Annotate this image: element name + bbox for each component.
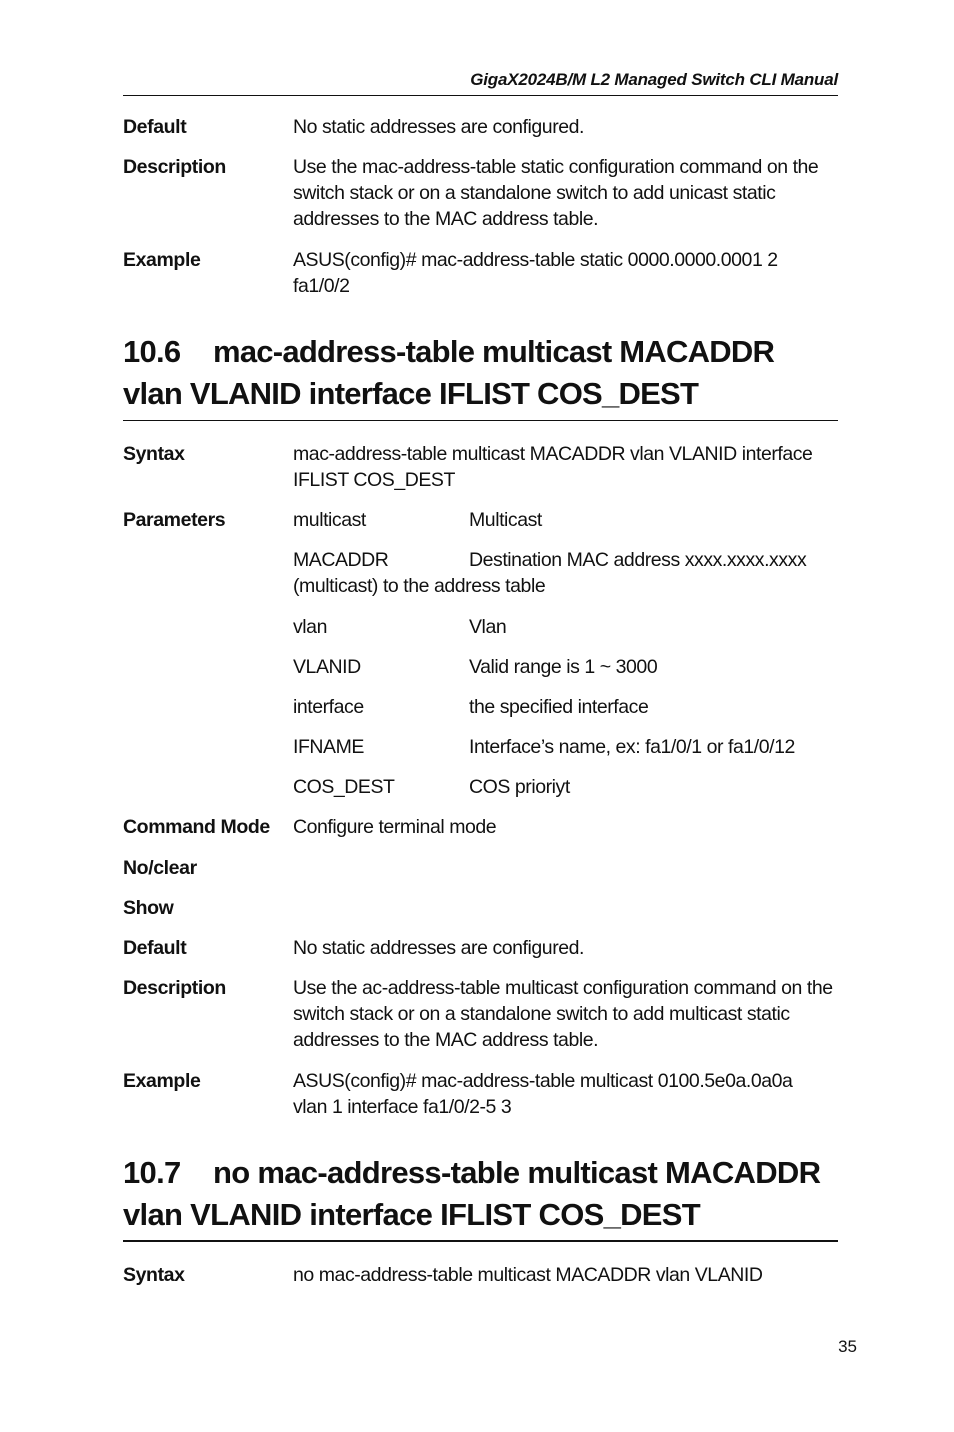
syntax-label: Syntax <box>123 1264 185 1286</box>
description-label: Description <box>123 977 226 999</box>
syntax-text: mac-address-table multicast MACADDR vlan VLANID interface IFLIST COS_DEST <box>293 443 813 491</box>
description-label: Description <box>123 156 226 178</box>
param-desc: COS prioriyt <box>469 776 570 798</box>
section-title: mac-address-table multicast MACADDR vlan VLANID interface IFLIST COS_DEST <box>123 334 775 411</box>
section-10-7-rule <box>123 1240 838 1242</box>
command-mode-label: Command Mode <box>123 816 270 838</box>
default-label: Default <box>123 937 187 959</box>
section-number: 10.6 <box>123 334 181 369</box>
description-text: Use the mac-address-table static configuration command on the switch stack or on a standalone switch to add unicast static addresses to the MAC address table. <box>293 156 819 230</box>
param-desc: Vlan <box>469 616 507 638</box>
param-desc: Interface’s name, ex: fa1/0/1 or fa1/0/12 <box>469 736 795 758</box>
description-text: Use the ac-address-table multicast configuration command on the switch stack or on a standalone switch to add multicast static addresses to the MAC address table. <box>293 977 833 1051</box>
param-name: COS_DEST <box>293 776 395 798</box>
section-10-6-heading <box>123 331 838 415</box>
noclear-label: No/clear <box>123 857 197 879</box>
default-text: No static addresses are configured. <box>293 116 584 138</box>
syntax-label: Syntax <box>123 443 185 465</box>
param-name: VLANID <box>293 656 361 678</box>
param-desc: Valid range is 1 ~ 3000 <box>469 656 658 678</box>
param-desc-continuation: (multicast) to the address table <box>293 575 546 597</box>
param-name: IFNAME <box>293 736 364 758</box>
section-number: 10.7 <box>123 1155 181 1190</box>
command-mode-text: Configure terminal mode <box>293 816 497 838</box>
header-rule <box>123 95 838 96</box>
param-desc: the specified interface <box>469 696 649 718</box>
page-number: 35 <box>838 1337 857 1356</box>
example-text: ASUS(config)# mac-address-table static 0000.0000.0001 2 fa1/0/2 <box>293 249 778 297</box>
section-10-7-heading <box>123 1152 838 1236</box>
param-desc: Multicast <box>469 509 542 531</box>
show-label: Show <box>123 897 174 919</box>
param-name: multicast <box>293 509 366 531</box>
section-10-6-rule <box>123 420 838 421</box>
param-name: MACADDR <box>293 549 389 571</box>
default-text: No static addresses are configured. <box>293 937 584 959</box>
parameters-label: Parameters <box>123 509 226 531</box>
param-name: vlan <box>293 616 327 638</box>
example-label: Example <box>123 249 201 271</box>
syntax-text: no mac-address-table multicast MACADDR vlan VLANID <box>293 1264 763 1286</box>
running-header: GigaX2024B/M L2 Managed Switch CLI Manual <box>470 70 838 89</box>
example-label: Example <box>123 1070 201 1092</box>
param-name: interface <box>293 696 364 718</box>
section-title: no mac-address-table multicast MACADDR vlan VLANID interface IFLIST COS_DEST <box>123 1155 821 1232</box>
example-text: ASUS(config)# mac-address-table multicast 0100.5e0a.0a0a vlan 1 interface fa1/0/2-5 3 <box>293 1070 793 1118</box>
param-desc: Destination MAC address xxxx.xxxx.xxxx <box>469 549 807 571</box>
default-label: Default <box>123 116 187 138</box>
